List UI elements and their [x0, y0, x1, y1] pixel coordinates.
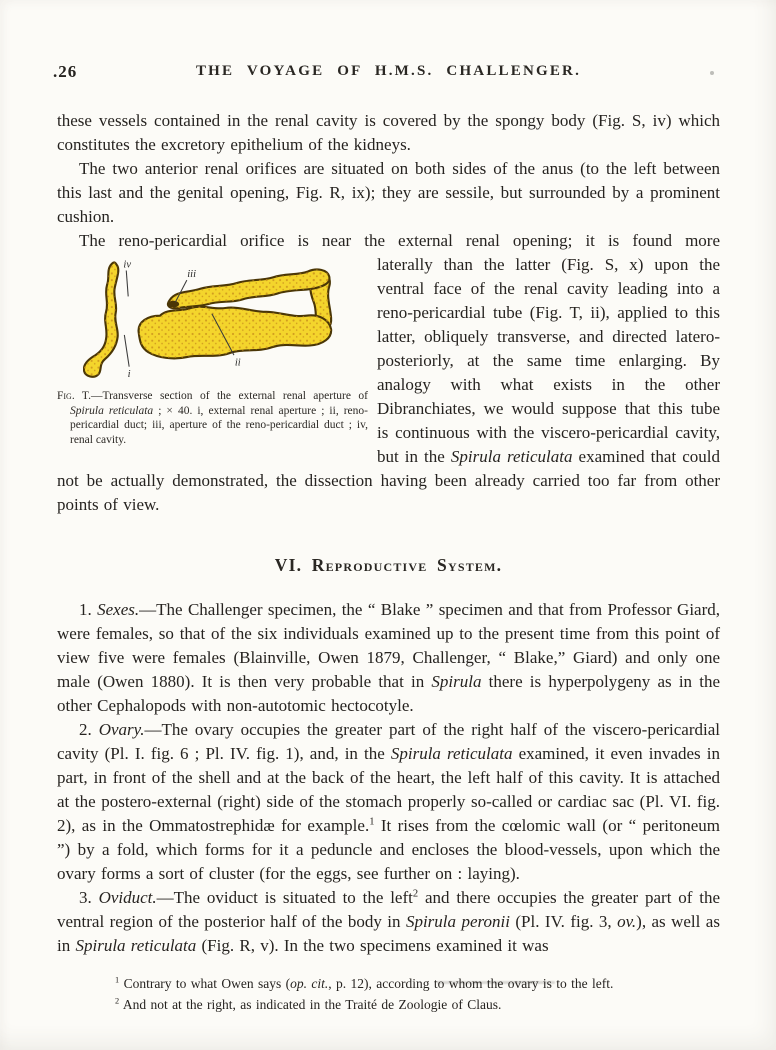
footnotes-block	[57, 974, 720, 1015]
anatomy-illustration	[83, 258, 333, 383]
figure-stipple-texture	[84, 259, 331, 376]
paragraph-renal-cavity: these vessels contained in the renal cavity is covered by the spongy body (Fig. S, iv) which constitutes the excretory epithelium of the kidneys.	[57, 111, 720, 154]
running-header	[53, 60, 720, 84]
label-ii: ii	[234, 357, 241, 369]
label-i: i	[127, 369, 131, 381]
page-title: THE VOYAGE OF H.M.S. CHALLENGER.	[195, 63, 582, 79]
label-iii: iii	[187, 269, 197, 281]
aperture-spot	[168, 301, 180, 308]
page-number: .26	[53, 62, 78, 81]
page-content	[53, 60, 721, 1015]
paragraph-sexes: 1. Sexes.—The Challenger specimen, the “ Blake ” specimen and that from Professor Giard, were females, so that of the six individuals examined up to the present time from this point of view five were females (Blainville, Owen 1879, Challenger, “ Blake,” Giard) and only one male (Owen 1880). It is then very probable that in Spirula there is hyperpolygeny as in the other Cephalopods with non-autotomic hectocotyle.	[57, 600, 720, 715]
figure-T	[57, 256, 368, 447]
paragraph-reno-pericardial-wrap: laterally than the latter (Fig. S, x) upon the ventral face of the renal cavity leading into a reno-pericardial tube (Fig. T, ii), applied to this latter, obliquely transverse, and directed latero-posteriorly, at the same time enlarging. By analogy with what exists in the other Dibranchiates, we would suppose that this tube is continuous with the viscero-pericardial cavity, but in the Spirula reticulata examined that could not be actually demonstrated, the dissection having been already carried too far from other points of view.	[57, 255, 721, 514]
paragraph-renal-orifices: The two anterior renal orifices are situated on both sides of the anus (to the left between this last and the genital opening, Fig. R, ix); they are sessile, but surrounded by a prominent cushion.	[57, 159, 720, 226]
figure-caption: Fig. T.—Transverse section of the external renal aperture of Spirula reticulata ; × 40. i, external renal aperture ; ii, reno-pericardial duct; iii, aperture of the reno-pericardial duct ; iv, renal cavity.	[57, 390, 368, 446]
section-heading-reproductive-system: VI. Reproductive System.	[274, 555, 503, 575]
label-iv: iv	[123, 259, 132, 271]
footnote-1: $^1$ Contrary to what Owen says (op. cit., p. 12), according to whom the ovary is to the left.	[115, 975, 614, 991]
footnote-2: $^2$ And not at the right, as indicated in the Traité de Zoologie of Claus.	[115, 996, 502, 1012]
paragraph-reno-pericardial-intro: The reno-pericardial orifice is near the external renal opening; it is found more	[79, 231, 720, 250]
paragraph-ovary: 2. Ovary.—The ovary occupies the greater part of the right half of the viscero-pericardial cavity (Pl. I. fig. 6 ; Pl. IV. fig. 1), and, in the Spirula reticulata examined, it even invades in part, in front of the shell and at the back of the heart, the left half of this cavity. It is attached at the postero-external (right) side of the stomach properly so-called or cardiac sac (Pl. VI. fig. 2), as in the Ommatostrephidæ for example.$^1$ It rises from the cœlomic wall (or “ peritoneum ”) by a fold, which forms for it a peduncle and encloses the blood-vessels, upon which the ovary forms a sort of cluster (for the eggs, see further on : laying).	[57, 720, 720, 883]
paragraph-oviduct: 3. Oviduct.—The oviduct is situated to the left$^2$ and there occupies the greater part of the ventral region of the posterior half of the body in Spirula peronii (Pl. IV. fig. 3, ov.), as well as in Spirula reticulata (Fig. R, v). In the two specimens examined it was	[57, 888, 721, 955]
